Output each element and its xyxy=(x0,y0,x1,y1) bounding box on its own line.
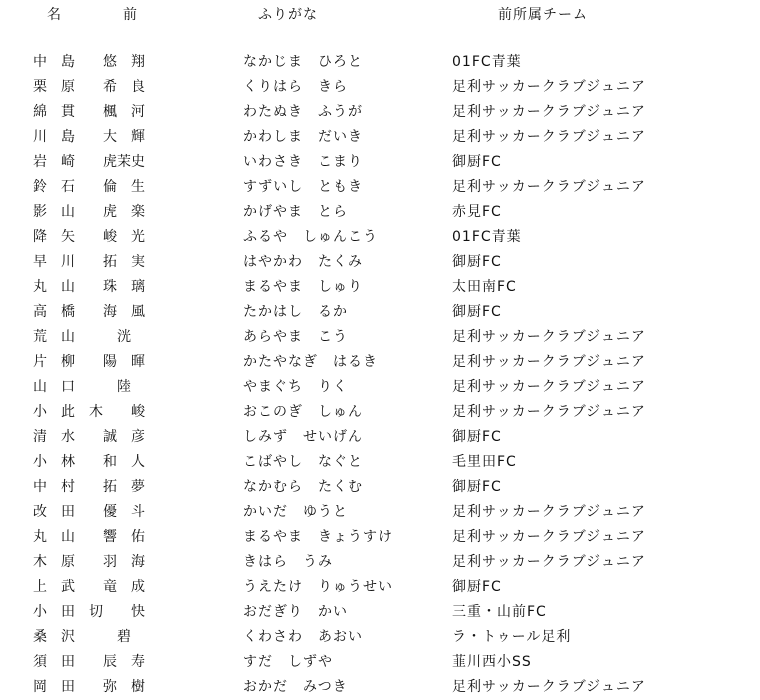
player-row xyxy=(0,75,760,100)
header-name-first-char: 名 xyxy=(47,7,62,23)
player-name: 川 島 大 輝 xyxy=(33,129,145,145)
player-list xyxy=(0,50,760,700)
player-name: 荒 山 洸 xyxy=(33,329,131,345)
player-row xyxy=(0,450,760,475)
player-previous-team: 01FC青葉 xyxy=(452,54,522,70)
player-name: 上 武 竜 成 xyxy=(33,579,145,595)
player-furigana: まるやま きょうすけ xyxy=(243,529,393,545)
player-previous-team: 御厨FC xyxy=(452,579,502,595)
player-previous-team: 足利サッカークラブジュニア xyxy=(452,79,646,95)
player-furigana: まるやま しゅり xyxy=(243,279,363,295)
player-row xyxy=(0,250,760,275)
player-row xyxy=(0,550,760,575)
player-name: 岩 崎 虎茉史 xyxy=(33,154,145,170)
player-furigana: たかはし るか xyxy=(243,304,348,320)
player-name: 小 田 切 快 xyxy=(33,604,145,620)
player-row xyxy=(0,400,760,425)
player-previous-team: 足利サッカークラブジュニア xyxy=(452,179,646,195)
player-furigana: おだぎり かい xyxy=(243,604,348,620)
player-row xyxy=(0,475,760,500)
player-previous-team: 足利サッカークラブジュニア xyxy=(452,354,646,370)
player-row xyxy=(0,200,760,225)
player-furigana: くわさわ あおい xyxy=(243,629,363,645)
player-name: 高 橋 海 風 xyxy=(33,304,145,320)
player-name: 小 林 和 人 xyxy=(33,454,145,470)
player-row xyxy=(0,600,760,625)
player-row xyxy=(0,425,760,450)
player-furigana: ふるや しゅんこう xyxy=(243,229,378,245)
player-row xyxy=(0,575,760,600)
header-name-second-char: 前 xyxy=(123,7,138,23)
player-name: 早 川 拓 実 xyxy=(33,254,145,270)
player-name: 鈴 石 倫 生 xyxy=(33,179,145,195)
player-furigana: なかじま ひろと xyxy=(243,54,363,70)
player-furigana: かげやま とら xyxy=(243,204,348,220)
player-furigana: かいだ ゆうと xyxy=(243,504,348,520)
player-furigana: おかだ みつき xyxy=(243,679,348,695)
player-furigana: きはら うみ xyxy=(243,554,333,570)
player-row xyxy=(0,675,760,700)
player-furigana: あらやま こう xyxy=(243,329,348,345)
player-furigana: かわしま だいき xyxy=(243,129,363,145)
player-row xyxy=(0,325,760,350)
player-row xyxy=(0,50,760,75)
player-name: 木 原 羽 海 xyxy=(33,554,145,570)
player-name: 桑 沢 碧 xyxy=(33,629,131,645)
player-previous-team: 足利サッカークラブジュニア xyxy=(452,329,646,345)
player-furigana: しみず せいげん xyxy=(243,429,363,445)
player-name: 丸 山 珠 璃 xyxy=(33,279,145,295)
player-row xyxy=(0,175,760,200)
player-name: 山 口 陸 xyxy=(33,379,131,395)
player-previous-team: 毛里田FC xyxy=(452,454,517,470)
player-name: 須 田 辰 寿 xyxy=(33,654,145,670)
player-row xyxy=(0,375,760,400)
player-name: 中 島 悠 翔 xyxy=(33,54,145,70)
player-furigana: こばやし なぐと xyxy=(243,454,363,470)
player-furigana: かたやなぎ はるき xyxy=(243,354,378,370)
player-row xyxy=(0,150,760,175)
player-row xyxy=(0,650,760,675)
player-row xyxy=(0,100,760,125)
player-furigana: おこのぎ しゅん xyxy=(243,404,363,420)
player-row xyxy=(0,525,760,550)
player-name: 岡 田 弥 樹 xyxy=(33,679,145,695)
player-previous-team: 御厨FC xyxy=(452,479,502,495)
player-previous-team: 三重・山前FC xyxy=(452,604,547,620)
player-row xyxy=(0,625,760,650)
player-name: 片 柳 陽 暉 xyxy=(33,354,145,370)
player-furigana: なかむら たくむ xyxy=(243,479,363,495)
player-name: 栗 原 希 良 xyxy=(33,79,145,95)
player-name: 小 此 木 峻 xyxy=(33,404,145,420)
player-previous-team: 太田南FC xyxy=(452,279,517,295)
player-furigana: すだ しずや xyxy=(243,654,333,670)
player-previous-team: 足利サッカークラブジュニア xyxy=(452,679,646,695)
player-row xyxy=(0,300,760,325)
player-furigana: やまぐち りく xyxy=(243,379,348,395)
table-header xyxy=(0,4,760,26)
player-previous-team: 御厨FC xyxy=(452,304,502,320)
player-furigana: すずいし ともき xyxy=(243,179,364,195)
player-previous-team: 01FC青葉 xyxy=(452,229,522,245)
player-name: 中 村 拓 夢 xyxy=(33,479,145,495)
player-furigana: はやかわ たくみ xyxy=(243,254,363,270)
player-name: 綿 貫 楓 河 xyxy=(33,104,145,120)
player-furigana: いわさき こまり xyxy=(243,154,363,170)
player-previous-team: 足利サッカークラブジュニア xyxy=(452,104,646,120)
player-name: 丸 山 響 佑 xyxy=(33,529,145,545)
player-previous-team: 御厨FC xyxy=(452,429,502,445)
player-previous-team: 足利サッカークラブジュニア xyxy=(452,379,646,395)
player-row xyxy=(0,500,760,525)
player-previous-team: 足利サッカークラブジュニア xyxy=(452,504,646,520)
player-furigana: わたぬき ふうが xyxy=(243,104,363,120)
player-previous-team: ラ・トゥール足利 xyxy=(452,629,572,645)
header-previous-team: 前所属チーム xyxy=(498,7,588,23)
player-previous-team: 御厨FC xyxy=(452,154,502,170)
player-name: 清 水 誠 彦 xyxy=(33,429,145,445)
player-furigana: うえたけ りゅうせい xyxy=(243,579,393,595)
player-previous-team: 足利サッカークラブジュニア xyxy=(452,529,646,545)
player-furigana: くりはら きら xyxy=(243,79,348,95)
player-previous-team: 足利サッカークラブジュニア xyxy=(452,129,646,145)
player-name: 降 矢 峻 光 xyxy=(33,229,145,245)
player-row xyxy=(0,275,760,300)
player-previous-team: 足利サッカークラブジュニア xyxy=(452,404,646,420)
player-name: 改 田 優 斗 xyxy=(33,504,145,520)
player-previous-team: 赤見FC xyxy=(452,204,502,220)
player-previous-team: 足利サッカークラブジュニア xyxy=(452,554,646,570)
player-previous-team: 韮川西小SS xyxy=(452,654,532,670)
header-furigana: ふりがな xyxy=(258,7,318,23)
player-row xyxy=(0,225,760,250)
player-row xyxy=(0,350,760,375)
player-row xyxy=(0,125,760,150)
player-name: 影 山 虎 楽 xyxy=(33,204,145,220)
player-previous-team: 御厨FC xyxy=(452,254,502,270)
